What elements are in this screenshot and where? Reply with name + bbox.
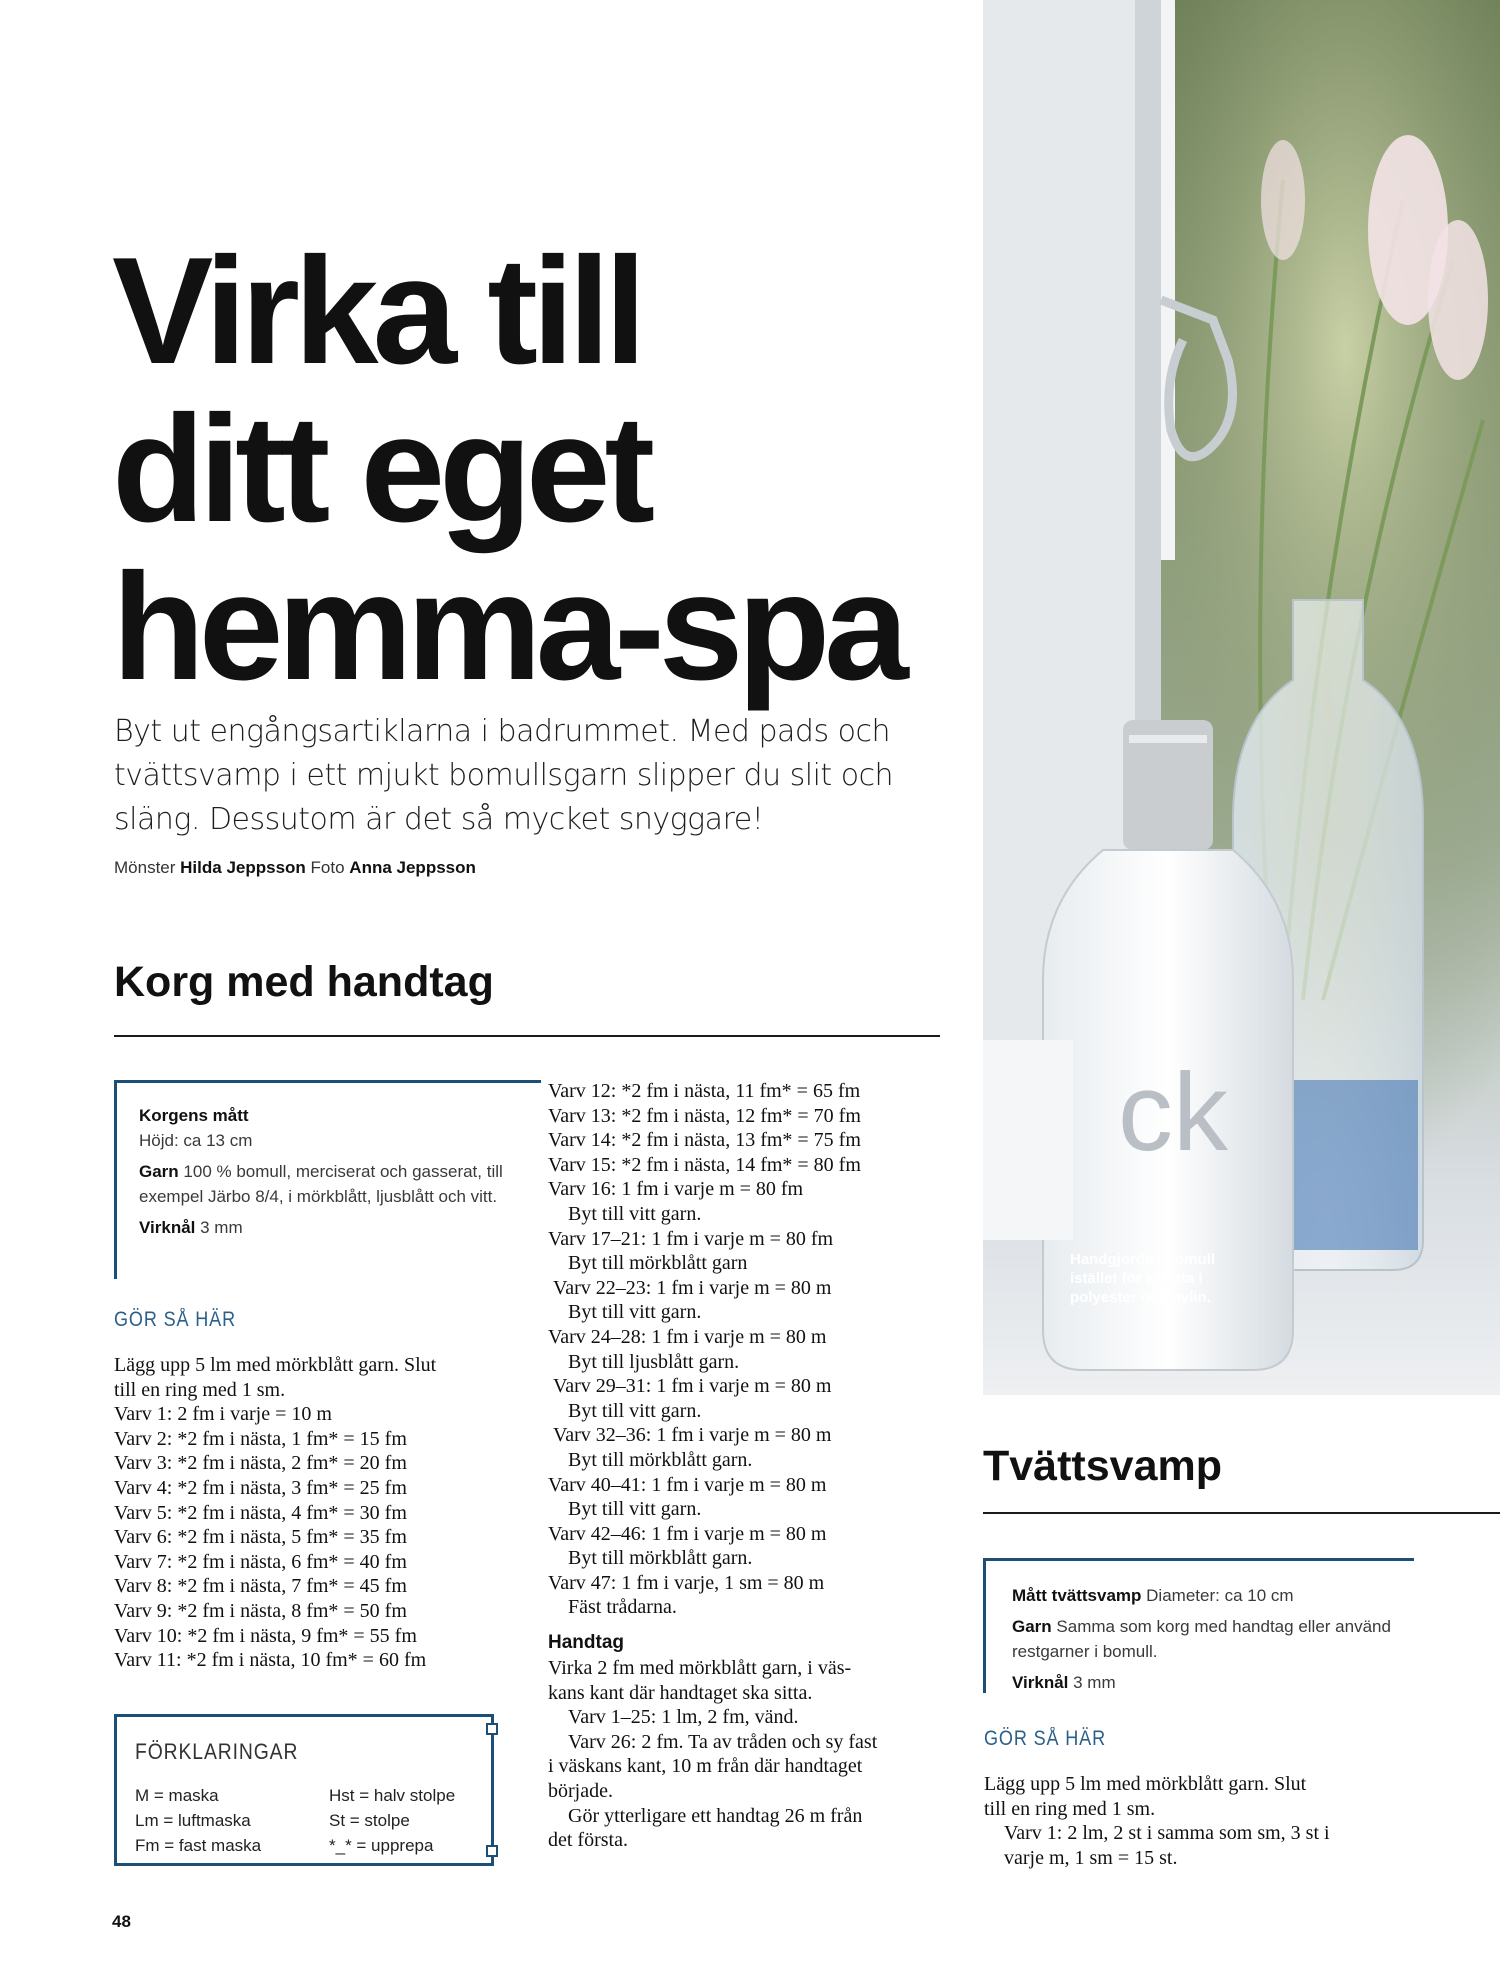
instructions-column-2 — [548, 1079, 948, 1620]
instruction-line: började. — [548, 1779, 613, 1802]
instruction-line: Varv 4: *2 fm i nästa, 3 fm* = 25 fm — [114, 1476, 407, 1499]
instruction-line: Varv 1: 2 fm i varje = 10 m — [114, 1403, 332, 1426]
abbreviation-item: Fm = fast maska — [135, 1836, 262, 1855]
photo-caption: Handgjorda i bomull istället för kköpta i polyester och nylin. — [1070, 1251, 1215, 1306]
title-line: Virka till — [112, 226, 641, 396]
how-to-heading: GÖR SÅ HÄR — [984, 1727, 1106, 1750]
instruction-line: Varv 9: *2 fm i nästa, 8 fm* = 50 fm — [114, 1599, 407, 1622]
instruction-line: Varv 15: *2 fm i nästa, 14 fm* = 80 fm — [548, 1153, 861, 1176]
abbreviation-item: Hst = halv stolpe — [329, 1786, 456, 1805]
matt-text: Diameter: ca 10 cm — [1146, 1586, 1294, 1605]
needle-text: 3 mm — [200, 1218, 243, 1237]
tvattsvamp-instructions — [984, 1772, 1404, 1870]
matt-label: Mått tvättsvamp — [1012, 1586, 1142, 1605]
instruction-line: Byt till mörkblått garn. — [568, 1547, 753, 1570]
bottle-logo: ck — [1118, 1051, 1228, 1174]
section-rule — [983, 1512, 1500, 1514]
instruction-line: kans kant där handtaget ska sitta. — [548, 1681, 813, 1704]
section-rule — [114, 1035, 940, 1037]
instruction-line: Varv 22–23: 1 fm i varje m = 80 m — [553, 1276, 832, 1299]
photo-author: Anna Jeppsson — [349, 858, 476, 877]
instruction-line: Byt till mörkblått garn. — [568, 1448, 753, 1471]
garn-label: Garn — [1012, 1617, 1052, 1636]
instruction-line: Varv 7: *2 fm i nästa, 6 fm* = 40 fm — [114, 1550, 407, 1573]
garn-label: Garn — [139, 1162, 179, 1181]
box-corner-ornament — [486, 1845, 498, 1857]
title-line: hemma-spa — [112, 542, 903, 712]
instruction-line: Varv 2: *2 fm i nästa, 1 fm* = 15 fm — [114, 1427, 407, 1450]
info-height: Höjd: ca 13 cm — [139, 1131, 253, 1150]
instruction-line: Varv 13: *2 fm i nästa, 12 fm* = 70 fm — [548, 1104, 861, 1127]
spa-photo — [983, 0, 1500, 1395]
instructions-column-1 — [114, 1353, 514, 1673]
instruction-line: Gör ytterligare ett handtag 26 m från — [568, 1804, 863, 1827]
instruction-line: Varv 32–36: 1 fm i varje m = 80 m — [553, 1424, 832, 1447]
instruction-line: Byt till vitt garn. — [568, 1399, 702, 1422]
info-title: Korgens mått — [139, 1106, 249, 1125]
title-line: ditt eget — [112, 384, 650, 554]
instruction-line: Varv 16: 1 fm i varje m = 80 fm — [548, 1178, 804, 1201]
tvattsvamp-info-box — [983, 1558, 1414, 1693]
instruction-line: Varv 5: *2 fm i nästa, 4 fm* = 30 fm — [114, 1501, 407, 1524]
instruction-line: Varv 40–41: 1 fm i varje m = 80 m — [548, 1473, 827, 1496]
instruction-line: i väskans kant, 10 m från där handtaget — [548, 1755, 863, 1778]
garn-text: Samma som korg med handtag eller använd restgarner i bomull. — [1012, 1617, 1391, 1661]
instruction-line: Lägg upp 5 lm med mörkblått garn. Slut — [984, 1773, 1307, 1795]
needle-label: Virknål — [139, 1218, 196, 1237]
abbreviations-right — [329, 1783, 455, 1858]
handtag-heading: Handtag — [548, 1632, 624, 1653]
needle-label: Virknål — [1012, 1673, 1069, 1692]
abbreviations-heading: FÖRKLARINGAR — [135, 1739, 299, 1764]
garn-text: 100 % bomull, merciserat och gasserat, till exempel Järbo 8/4, i mörkblått, ljusblått och vitt. — [139, 1162, 503, 1206]
pattern-author: Hilda Jeppsson — [180, 858, 306, 877]
instruction-line: till en ring med 1 sm. — [114, 1378, 286, 1401]
abbreviation-item: *_* = upprepa — [329, 1836, 434, 1855]
instruction-line: Varv 8: *2 fm i nästa, 7 fm* = 45 fm — [114, 1575, 407, 1598]
instruction-line: Byt till vitt garn. — [568, 1498, 702, 1521]
how-to-heading: GÖR SÅ HÄR — [114, 1308, 236, 1331]
instruction-line: Varv 42–46: 1 fm i varje m = 80 m — [548, 1522, 827, 1545]
page-number: 48 — [112, 1912, 131, 1931]
instruction-line: varje m, 1 sm = 15 st. — [1004, 1846, 1178, 1869]
instruction-line: Varv 10: *2 fm i nästa, 9 fm* = 55 fm — [114, 1624, 417, 1647]
needle-text: 3 mm — [1073, 1673, 1116, 1692]
instruction-line: Varv 12: *2 fm i nästa, 11 fm* = 65 fm — [548, 1080, 861, 1102]
instruction-line: Varv 14: *2 fm i nästa, 13 fm* = 75 fm — [548, 1129, 861, 1152]
lead-paragraph: Byt ut engångsartiklarna i badrummet. Med pads och tvättsvamp i ett mjukt bomullsgarn slipper du slit och släng. Dessutom är det så mycket snyggare! — [114, 714, 894, 837]
instruction-line: Varv 47: 1 fm i varje, 1 sm = 80 m — [548, 1571, 825, 1594]
instruction-line: till en ring med 1 sm. — [984, 1797, 1156, 1820]
abbreviation-item: M = maska — [135, 1786, 219, 1805]
box-corner-ornament — [486, 1723, 498, 1735]
instruction-line: Varv 26: 2 fm. Ta av tråden och sy fast — [568, 1730, 878, 1753]
instruction-line: Lägg upp 5 lm med mörkblått garn. Slut — [114, 1354, 437, 1376]
instruction-line: Varv 1: 2 lm, 2 st i samma som sm, 3 st i — [1004, 1822, 1330, 1845]
instruction-line: Varv 3: *2 fm i nästa, 2 fm* = 20 fm — [114, 1452, 407, 1475]
instruction-line: Varv 1–25: 1 lm, 2 fm, vänd. — [568, 1706, 799, 1729]
credits — [114, 858, 476, 878]
instruction-line: Virka 2 fm med mörkblått garn, i väs- — [548, 1657, 852, 1679]
korg-heading: Korg med handtag — [114, 958, 494, 1006]
instruction-line: Varv 17–21: 1 fm i varje m = 80 fm — [548, 1227, 834, 1250]
instruction-line: Byt till vitt garn. — [568, 1301, 702, 1324]
abbreviations-left — [135, 1783, 261, 1858]
handtag-text — [548, 1656, 948, 1853]
abbreviations-box — [114, 1714, 494, 1866]
instruction-line: Varv 24–28: 1 fm i varje m = 80 m — [548, 1325, 827, 1348]
instruction-line: Byt till vitt garn. — [568, 1202, 702, 1225]
tvattsvamp-heading: Tvättsvamp — [983, 1442, 1222, 1490]
instruction-line: det första. — [548, 1829, 628, 1852]
abbreviation-item: St = stolpe — [329, 1811, 410, 1830]
instruction-line: Fäst trådarna. — [568, 1596, 677, 1619]
abbreviation-item: Lm = luftmaska — [135, 1811, 251, 1830]
photo-label: Foto — [310, 858, 345, 877]
handtag-section — [548, 1624, 948, 1853]
page-title — [112, 226, 972, 712]
photo-illustration — [983, 0, 1500, 1395]
instruction-line: Byt till mörkblått garn — [568, 1252, 748, 1275]
instruction-line: Varv 11: *2 fm i nästa, 10 fm* = 60 fm — [114, 1649, 427, 1672]
instruction-line: Varv 6: *2 fm i nästa, 5 fm* = 35 fm — [114, 1526, 407, 1549]
pattern-label: Mönster — [114, 858, 176, 877]
instruction-line: Varv 29–31: 1 fm i varje m = 80 m — [553, 1375, 832, 1398]
instruction-line: Byt till ljusblått garn. — [568, 1350, 740, 1373]
korg-info-box — [114, 1080, 541, 1279]
